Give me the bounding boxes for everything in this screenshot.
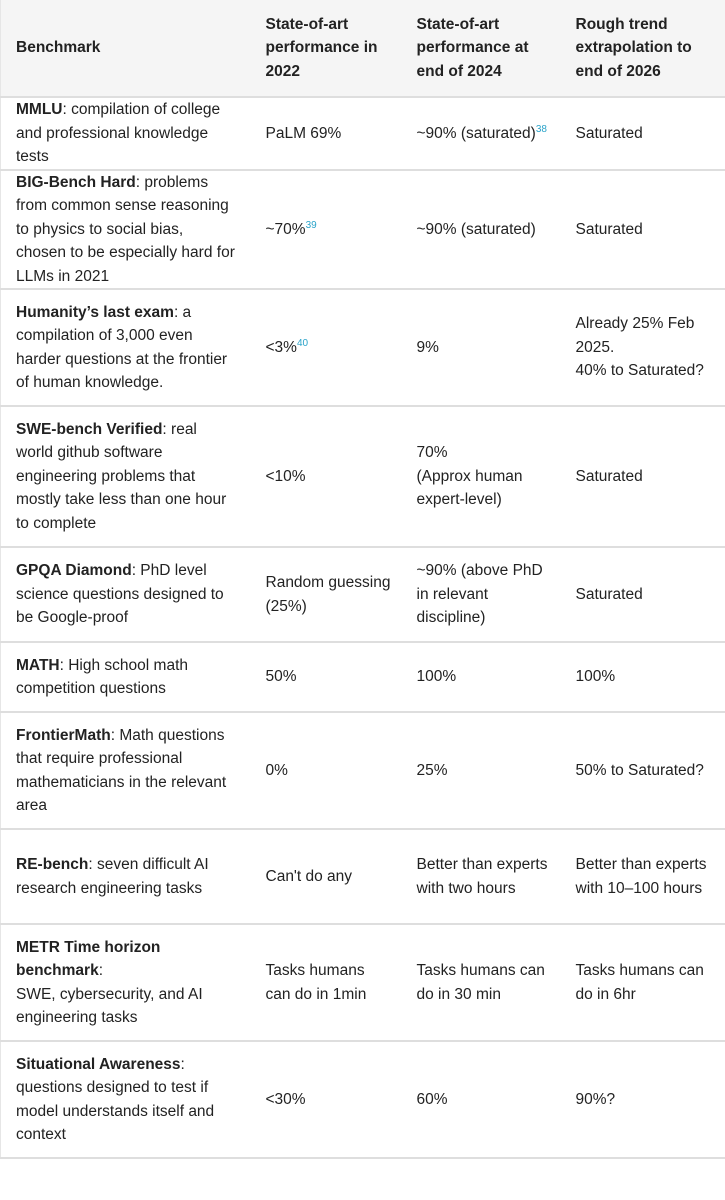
value-2026: Better than experts with 10–100 hours xyxy=(561,829,725,924)
value-2026: Saturated xyxy=(561,97,725,170)
benchmark-desc: : real world github software engineering problems that mostly take less than one hour to complete xyxy=(16,420,227,532)
table-row xyxy=(1,406,725,547)
value-2024: 100% xyxy=(402,642,561,712)
value-2026: 90%? xyxy=(561,1041,725,1158)
value-2024: Better than experts with two hours xyxy=(402,829,561,924)
table-row xyxy=(1,642,725,712)
header-2024: State-of-art performance at end of 2024 xyxy=(402,0,561,97)
value-2024-line2: (Approx human expert-level) xyxy=(416,467,523,509)
value-2024-cell xyxy=(402,406,561,547)
benchmark-name: BIG-Bench Hard xyxy=(16,173,136,191)
value-2024-line1: 70% xyxy=(416,444,448,462)
table-header-row xyxy=(1,0,725,97)
table-row xyxy=(1,289,725,406)
value-2022: ~70% xyxy=(265,220,306,238)
value-2024: Tasks humans can do in 30 min xyxy=(402,924,561,1041)
value-2024-cell xyxy=(402,97,561,170)
table-row xyxy=(1,924,725,1041)
benchmark-cell xyxy=(1,642,251,712)
value-2024: 9% xyxy=(402,289,561,406)
benchmark-cell xyxy=(1,712,251,829)
benchmark-desc-line2: SWE, cybersecurity, and AI engineering tasks xyxy=(16,985,203,1026)
value-2024: ~90% (saturated) xyxy=(416,124,536,142)
value-2026: Saturated xyxy=(561,547,725,642)
footnote-link[interactable]: 38 xyxy=(535,123,547,135)
benchmark-cell xyxy=(1,97,251,170)
value-2026-line1: Already 25% Feb 2025. xyxy=(575,315,695,356)
value-2022: PaLM 69% xyxy=(251,97,402,170)
table-row xyxy=(1,829,725,924)
value-2026: Saturated xyxy=(561,170,725,290)
benchmark-cell xyxy=(1,170,251,290)
table-row xyxy=(1,712,725,829)
benchmark-desc: : problems from common sense reasoning to physics to social bias, chosen to be especially hard for LLMs in 2021 xyxy=(16,173,235,285)
benchmark-name: RE-bench xyxy=(16,856,89,873)
table-row xyxy=(1,1041,725,1158)
value-2024: 25% xyxy=(402,712,561,829)
value-2026-cell xyxy=(561,289,725,406)
value-2026: 50% to Saturated? xyxy=(561,712,725,829)
table-row xyxy=(1,170,725,290)
footnote-link[interactable]: 40 xyxy=(296,337,309,349)
value-2022: 50% xyxy=(251,642,402,712)
footnote-link[interactable]: 39 xyxy=(305,219,317,231)
benchmark-desc: : a compilation of 3,000 even harder questions at the frontier of human knowledge. xyxy=(16,303,228,391)
value-2022: <10% xyxy=(251,406,402,547)
value-2024: ~90% (saturated) xyxy=(402,170,561,290)
benchmark-name: GPQA Diamond xyxy=(16,562,132,580)
benchmark-name: MATH xyxy=(16,656,60,674)
benchmark-cell xyxy=(1,924,251,1041)
header-2026: Rough trend extrapolation to end of 2026 xyxy=(561,0,725,97)
benchmark-desc: : PhD level science questions designed to be Google-proof xyxy=(16,562,224,627)
value-2022-cell xyxy=(251,170,402,290)
value-2026: Tasks humans can do in 6hr xyxy=(561,924,725,1041)
value-2026: 100% xyxy=(561,642,725,712)
benchmark-name: SWE-bench Verified xyxy=(16,420,163,438)
value-2022: 0% xyxy=(251,712,402,829)
benchmark-cell xyxy=(1,547,251,642)
value-2026: Saturated xyxy=(561,406,725,547)
benchmark-name: Situational Awareness xyxy=(16,1055,181,1073)
value-2022: <30% xyxy=(251,1041,402,1158)
value-2024: ~90% (above PhD in relevant discipline) xyxy=(402,547,561,642)
benchmark-name: FrontierMath xyxy=(16,726,111,744)
value-2022-cell xyxy=(251,289,402,406)
benchmark-name: METR Time horizon benchmark xyxy=(16,938,161,979)
benchmark-desc: : High school math competition questions xyxy=(16,656,188,697)
value-2022: <3% xyxy=(265,338,297,356)
benchmark-desc: : seven difficult AI research engineering tasks xyxy=(16,856,209,897)
benchmark-name: MMLU xyxy=(16,101,63,118)
table-row xyxy=(1,547,725,642)
value-2022: Can't do any xyxy=(251,829,402,924)
benchmark-cell xyxy=(1,829,251,924)
header-2022: State-of-art performance in 2022 xyxy=(251,0,402,97)
benchmark-desc: : questions designed to test if model understands itself and context xyxy=(16,1055,215,1143)
benchmark-desc: : compilation of college and professional knowledge tests xyxy=(16,101,221,165)
header-benchmark: Benchmark xyxy=(1,0,251,97)
benchmark-cell xyxy=(1,406,251,547)
value-2026-line2: 40% to Saturated? xyxy=(575,362,704,380)
value-2024: 60% xyxy=(402,1041,561,1158)
benchmark-cell xyxy=(1,289,251,406)
benchmark-desc: : Math questions that require professional mathematicians in the relevant area xyxy=(16,726,227,814)
value-2022: Tasks humans can do in 1min xyxy=(251,924,402,1041)
benchmark-desc: : xyxy=(98,962,104,979)
table-row xyxy=(1,97,725,170)
benchmark-name: Humanity’s last exam xyxy=(16,303,174,321)
value-2022: Random guessing (25%) xyxy=(251,547,402,642)
benchmark-cell xyxy=(1,1041,251,1158)
